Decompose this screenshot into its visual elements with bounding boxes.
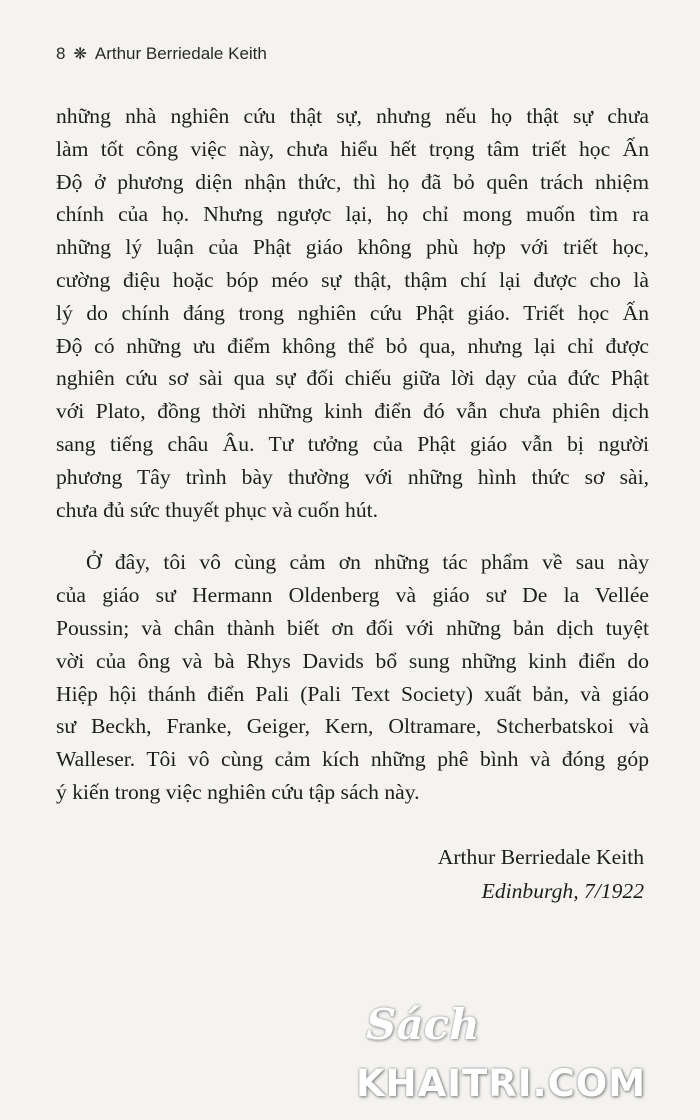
text-line: nghiên cứu sơ sài qua sự đối chiếu giữa lời dạy của đức Phật xyxy=(56,366,649,391)
separator-ornament-icon: ❋ xyxy=(73,46,87,63)
paragraph-1 xyxy=(56,100,649,526)
running-title: Arthur Berriedale Keith xyxy=(94,44,267,63)
text-line: sư Beckh, Franke, Geiger, Kern, Oltramare, Stcherbatskoi và xyxy=(56,714,649,739)
text-line: vời của ông và bà Rhys Davids bổ sung những kinh điển do xyxy=(56,648,649,673)
text-line: Ở đây, tôi vô cùng cảm ơn những tác phẩm về sau này xyxy=(86,550,649,575)
text-line: ý kiến trong việc nghiên cứu tập sách này. xyxy=(56,779,420,804)
text-line: phương Tây trình bày thường với những hình thức sơ sài, xyxy=(56,464,649,489)
text-line: sang tiếng châu Âu. Tư tưởng của Phật giáo vẫn bị người xyxy=(56,431,649,456)
text-line: những nhà nghiên cứu thật sự, nhưng nếu họ thật sự chưa xyxy=(56,104,649,128)
text-line: cường điệu hoặc bóp méo sự thật, thậm chí lại được cho là xyxy=(56,267,649,292)
text-line: của giáo sư Hermann Oldenberg và giáo sư De la Vellée xyxy=(56,583,649,608)
text-line: Độ có những ưu điểm không thể bỏ qua, nhưng lại chỉ được xyxy=(56,333,649,358)
text-line: chính của họ. Nhưng ngược lại, họ chỉ mong muốn tìm ra xyxy=(56,202,649,227)
text-line: Walleser. Tôi vô cùng cảm kích những phê bình và đóng góp xyxy=(56,747,649,772)
body-text xyxy=(56,100,649,809)
watermark-brand: KHAITRI.COM xyxy=(356,1062,647,1105)
text-line: Poussin; và chân thành biết ơn đối với những bản dịch tuyệt xyxy=(56,615,649,640)
text-line: Hiệp hội thánh điển Pali (Pali Text Society) xuất bản, và giáo xyxy=(56,681,649,706)
watermark-script: Sách xyxy=(366,1000,480,1049)
running-header xyxy=(56,40,267,68)
signature-block xyxy=(438,840,644,908)
text-line: Độ ở phương diện nhận thức, thì họ đã bỏ quên trách nhiệm xyxy=(56,169,649,194)
site-watermark xyxy=(356,1000,691,1110)
page-number: 8 xyxy=(56,44,66,63)
text-line: làm tốt công việc này, chưa hiểu hết trọng tâm triết học Ấn xyxy=(56,136,649,161)
text-line: lý do chính đáng trong nghiên cứu Phật giáo. Triết học Ấn xyxy=(56,300,649,325)
text-line: chưa đủ sức thuyết phục và cuốn hút. xyxy=(56,497,379,522)
author-name: Arthur Berriedale Keith xyxy=(437,845,644,869)
paragraph-spacer xyxy=(56,526,649,546)
place-date: Edinburgh, 7/1922 xyxy=(481,879,644,903)
paragraph-2 xyxy=(56,546,649,808)
text-line: những lý luận của Phật giáo không phù hợp với triết học, xyxy=(56,235,649,260)
text-line: với Plato, đồng thời những kinh điển đó vẫn chưa phiên dịch xyxy=(56,399,649,424)
